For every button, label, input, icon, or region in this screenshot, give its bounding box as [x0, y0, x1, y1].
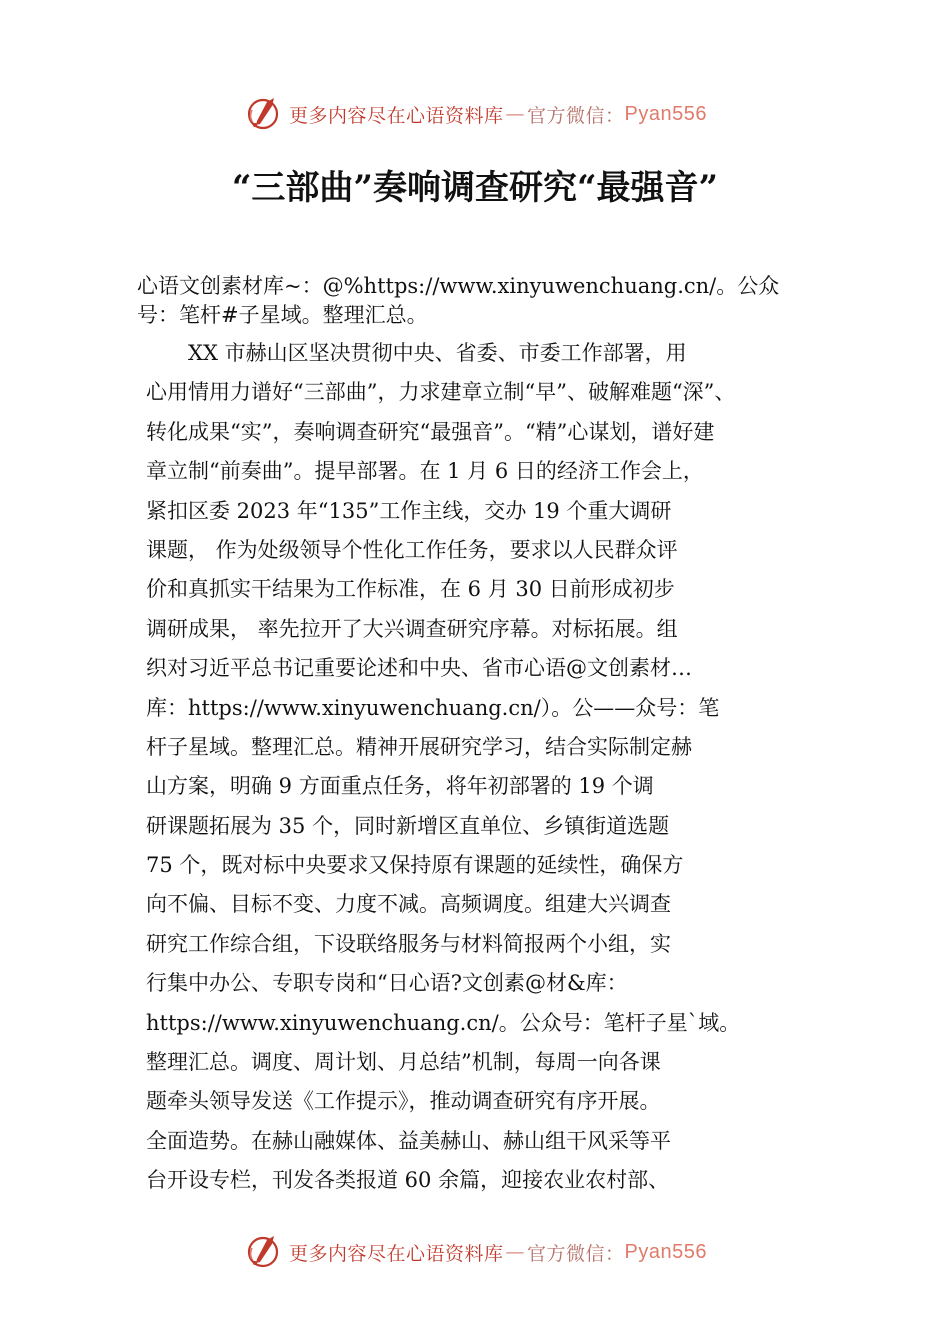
page-title: “三部曲”奏响调查研究“最强音”: [231, 168, 719, 208]
body-line: 全面造势。在赫山融媒体、益美赫山、赫山组干风采等平: [146, 1128, 671, 1153]
body-line: 台开设专栏，刊发各类报道 60 余篇，迎接农业农村部、: [146, 1168, 670, 1193]
banner-text: 更多内容尽在心语资料库: [289, 1242, 504, 1265]
pen-logo-icon: [243, 94, 283, 134]
banner-handle: Pyan556: [624, 102, 707, 125]
body-line: XX 市赫山区坚决贯彻中央、省委、市委工作部署，用: [146, 341, 687, 365]
source-line: 号：笔杆#子星域。整理汇总。: [137, 303, 428, 327]
banner-handle: Pyan556: [624, 1240, 707, 1263]
body-line: 织对习近平总书记重要论述和中央、省市心语@文创素材…: [146, 656, 692, 681]
header-banner: [0, 94, 950, 134]
source-note: [137, 272, 837, 330]
body-line: 转化成果“实”，奏响调查研究“最强音”。“精”心谋划，谱好建: [146, 419, 715, 444]
body-line: 价和真抓实干结果为工作标准，在 6 月 30 日前形成初步: [146, 577, 675, 602]
body-line: 章立制“前奏曲”。提早部署。在 1 月 6 日的经济工作会上，: [146, 459, 704, 484]
body-line: 向不偏、目标不变、力度不减。高频调度。组建大兴调查: [146, 892, 671, 917]
footer-banner: [0, 1232, 950, 1272]
body-line: 山方案，明确 9 方面重点任务，将年初部署的 19 个调: [146, 774, 654, 799]
body-line: 75 个，既对标中央要求又保持原有课题的延续性，确保方: [146, 853, 684, 878]
body-line: 研究工作综合组，下设联络服务与材料简报两个小组，实: [146, 931, 671, 956]
banner-separator: —: [505, 103, 526, 125]
banner-wechat-label: 官方微信：: [527, 104, 625, 127]
body-line: 心用情用力谱好“三部曲”，力求建章立制“早”、破解难题“深”、: [146, 380, 736, 405]
body-line: 研课题拓展为 35 个，同时新增区直单位、乡镇街道选题: [146, 813, 670, 838]
banner-separator: —: [505, 1241, 526, 1263]
source-line: 心语文创素材库~：@%https://www.xinyuwenchuang.cn/。公众: [137, 274, 780, 298]
body-line: 杆子星域。整理汇总。精神开展研究学习，结合实际制定赫: [146, 734, 692, 759]
body-line: 行集中办公、专职专岗和“日心语?文创素@材&库：: [146, 971, 628, 996]
banner-wechat-label: 官方微信：: [527, 1242, 625, 1265]
body-line: 整理汇总。调度、周计划、月总结”机制，每周一向各课: [146, 1050, 661, 1075]
body-line: https://www.xinyuwenchuang.cn/。公众号：笔杆子星`域。: [146, 1010, 741, 1035]
body-text: [146, 334, 816, 1201]
pen-logo-icon: [243, 1232, 283, 1272]
body-line: 紧扣区委 2023 年“135”工作主线，交办 19 个重大调研: [146, 498, 672, 523]
banner-text: 更多内容尽在心语资料库: [289, 104, 504, 127]
body-line: 题牵头领导发送《工作提示》，推动调查研究有序开展。: [146, 1089, 661, 1114]
body-line: 库：https://www.xinyuwenchuang.cn/）。公——众号：笔: [146, 695, 720, 720]
body-line: 调研成果， 率先拉开了大兴调查研究序幕。对标拓展。组: [146, 616, 678, 641]
body-line: 课题， 作为处级领导个性化工作任务，要求以人民群众评: [146, 537, 678, 562]
